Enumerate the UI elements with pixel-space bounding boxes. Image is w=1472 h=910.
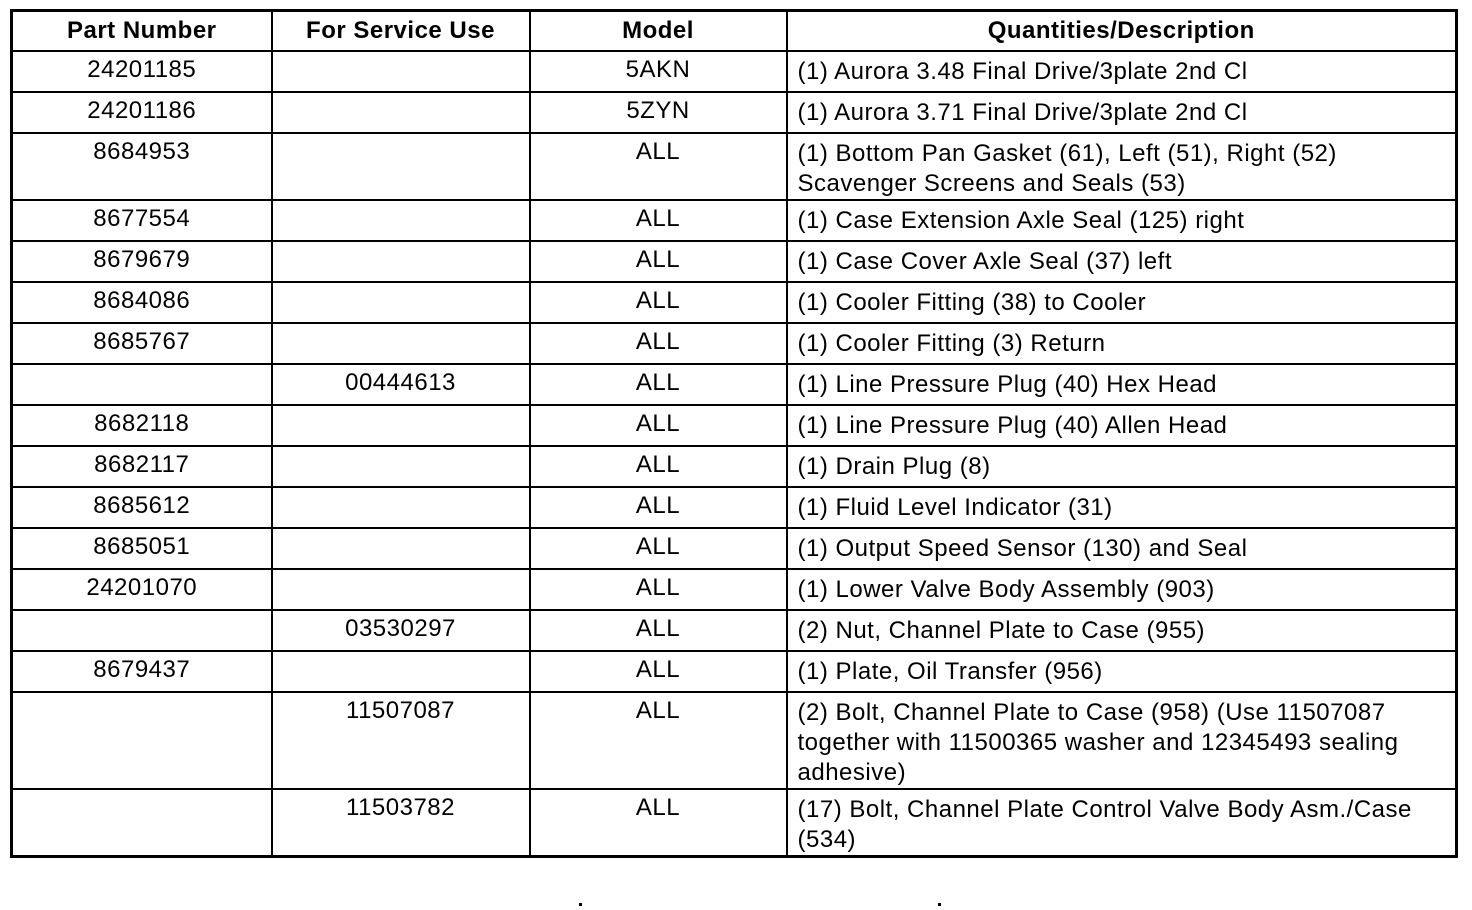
cell-description: (2) Nut, Channel Plate to Case (955) bbox=[787, 610, 1457, 651]
cell-part-number: 8685767 bbox=[12, 323, 272, 364]
cell-description: (1) Plate, Oil Transfer (956) bbox=[787, 651, 1457, 692]
cell-part-number: 8679679 bbox=[12, 241, 272, 282]
cell-service-use bbox=[272, 282, 530, 323]
cell-model: ALL bbox=[530, 323, 787, 364]
cell-model: ALL bbox=[530, 200, 787, 241]
table-row bbox=[12, 282, 1457, 323]
cell-service-use bbox=[272, 323, 530, 364]
cell-model: ALL bbox=[530, 692, 787, 789]
cell-description: (1) Case Extension Axle Seal (125) right bbox=[787, 200, 1457, 241]
cell-model: ALL bbox=[530, 241, 787, 282]
table-row bbox=[12, 200, 1457, 241]
cell-part-number bbox=[12, 610, 272, 651]
cell-description: (1) Line Pressure Plug (40) Allen Head bbox=[787, 405, 1457, 446]
parts-table bbox=[10, 9, 1458, 858]
header-part-number: Part Number bbox=[12, 11, 272, 52]
speck bbox=[938, 903, 941, 906]
header-model: Model bbox=[530, 11, 787, 52]
cell-model: 5AKN bbox=[530, 51, 787, 92]
cell-description: (1) Fluid Level Indicator (31) bbox=[787, 487, 1457, 528]
table-row bbox=[12, 405, 1457, 446]
cell-service-use bbox=[272, 405, 530, 446]
cell-part-number: 8682117 bbox=[12, 446, 272, 487]
cell-model: ALL bbox=[530, 133, 787, 200]
cell-service-use bbox=[272, 487, 530, 528]
table-row bbox=[12, 569, 1457, 610]
cell-description: (1) Cooler Fitting (38) to Cooler bbox=[787, 282, 1457, 323]
speck bbox=[579, 903, 582, 906]
table-row bbox=[12, 323, 1457, 364]
cell-service-use: 11503782 bbox=[272, 789, 530, 857]
table-row bbox=[12, 692, 1457, 789]
table-row bbox=[12, 610, 1457, 651]
cell-service-use bbox=[272, 200, 530, 241]
cell-service-use bbox=[272, 51, 530, 92]
table-row bbox=[12, 51, 1457, 92]
cell-service-use: 00444613 bbox=[272, 364, 530, 405]
table-row bbox=[12, 241, 1457, 282]
cell-model: ALL bbox=[530, 528, 787, 569]
cell-description: (1) Line Pressure Plug (40) Hex Head bbox=[787, 364, 1457, 405]
cell-model: ALL bbox=[530, 789, 787, 857]
table-row bbox=[12, 528, 1457, 569]
cell-model: ALL bbox=[530, 282, 787, 323]
cell-description: (17) Bolt, Channel Plate Control Valve Body Asm./Case (534) bbox=[787, 789, 1457, 857]
cell-model: ALL bbox=[530, 610, 787, 651]
table-body bbox=[12, 51, 1457, 857]
cell-part-number: 24201185 bbox=[12, 51, 272, 92]
cell-model: ALL bbox=[530, 651, 787, 692]
cell-model: ALL bbox=[530, 487, 787, 528]
cell-service-use bbox=[272, 92, 530, 133]
cell-part-number: 8685051 bbox=[12, 528, 272, 569]
cell-part-number: 8679437 bbox=[12, 651, 272, 692]
cell-model: ALL bbox=[530, 364, 787, 405]
cell-part-number bbox=[12, 364, 272, 405]
cell-description: (1) Aurora 3.48 Final Drive/3plate 2nd Cl bbox=[787, 51, 1457, 92]
cell-model: 5ZYN bbox=[530, 92, 787, 133]
cell-part-number bbox=[12, 789, 272, 857]
header-service-use: For Service Use bbox=[272, 11, 530, 52]
cell-description: (1) Output Speed Sensor (130) and Seal bbox=[787, 528, 1457, 569]
cell-description: (1) Lower Valve Body Assembly (903) bbox=[787, 569, 1457, 610]
cell-description: (2) Bolt, Channel Plate to Case (958) (Use 11507087 together with 11500365 washer and 12345493 sealing adhesive) bbox=[787, 692, 1457, 789]
cell-description: (1) Aurora 3.71 Final Drive/3plate 2nd Cl bbox=[787, 92, 1457, 133]
cell-part-number: 8682118 bbox=[12, 405, 272, 446]
cell-description: (1) Drain Plug (8) bbox=[787, 446, 1457, 487]
table-row bbox=[12, 789, 1457, 857]
cell-part-number bbox=[12, 692, 272, 789]
table-row bbox=[12, 92, 1457, 133]
cell-service-use bbox=[272, 241, 530, 282]
cell-part-number: 8684086 bbox=[12, 282, 272, 323]
cell-part-number: 8684953 bbox=[12, 133, 272, 200]
header-row bbox=[12, 11, 1457, 52]
cell-service-use bbox=[272, 133, 530, 200]
cell-description: (1) Case Cover Axle Seal (37) left bbox=[787, 241, 1457, 282]
cell-model: ALL bbox=[530, 569, 787, 610]
cell-model: ALL bbox=[530, 446, 787, 487]
cell-service-use bbox=[272, 651, 530, 692]
cell-part-number: 8677554 bbox=[12, 200, 272, 241]
table-row bbox=[12, 446, 1457, 487]
cell-description: (1) Cooler Fitting (3) Return bbox=[787, 323, 1457, 364]
table-row bbox=[12, 364, 1457, 405]
cell-part-number: 8685612 bbox=[12, 487, 272, 528]
cell-part-number: 24201186 bbox=[12, 92, 272, 133]
table-row bbox=[12, 487, 1457, 528]
cell-service-use bbox=[272, 569, 530, 610]
cell-service-use: 03530297 bbox=[272, 610, 530, 651]
table-row bbox=[12, 651, 1457, 692]
header-description: Quantities/Description bbox=[787, 11, 1457, 52]
cell-service-use bbox=[272, 528, 530, 569]
cell-part-number: 24201070 bbox=[12, 569, 272, 610]
cell-service-use: 11507087 bbox=[272, 692, 530, 789]
cell-service-use bbox=[272, 446, 530, 487]
cell-description: (1) Bottom Pan Gasket (61), Left (51), Right (52) Scavenger Screens and Seals (53) bbox=[787, 133, 1457, 200]
cell-model: ALL bbox=[530, 405, 787, 446]
table-row bbox=[12, 133, 1457, 200]
